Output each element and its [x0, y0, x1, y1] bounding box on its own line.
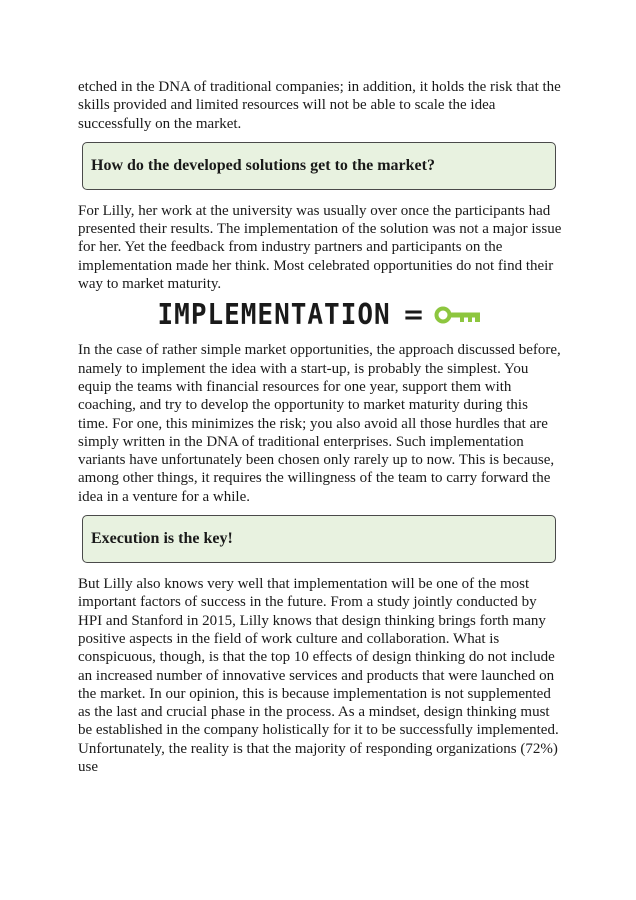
callout-box-execution [82, 515, 556, 563]
implementation-success-paragraph: But Lilly also knows very well that implementation will be one of the most important factors of success in the future. From a study jointly conducted by HPI and Stanford in 2015, Lilly knows that design thinking brings forth many positive aspects in the field of work culture and collaboration. What is conspicuous, though, is that the top 10 effects of design thinking do not include an increased number of innovative services and products that were launched on the market. In our opinion, this is because implementation is not supplemented as the last and crucial phase in the process. As a mindset, design thinking must be established in the company holistically for it to be successfully implemented. Unfortunately, the reality is that the majority of responding organizations (72%) use [78, 576, 559, 776]
implementation-word: IMPLEMENTATION [157, 298, 391, 332]
document-page [78, 78, 562, 776]
key-icon [434, 305, 482, 325]
callout-heading: How do the developed solutions get to the market? [91, 156, 435, 174]
callout-box-market [82, 142, 556, 190]
lilly-university-paragraph: For Lilly, her work at the university was usually over once the participants had presented their results. The implementation of the solution was not a major issue for her. Yet the feedback from industry partners and participants on the implementation made her think. Most celebrated opportunities do not find their way to market maturity. [78, 202, 562, 293]
startup-approach-paragraph: In the case of rather simple market opportunities, the approach discussed before, namely to implement the idea with a start-up, is probably the simplest. You equip the teams with financial resources for one year, support them with coaching, and try to develop the opportunity to market maturity during this time. For one, this minimizes the risk; you also avoid all those hurdles that are simply written in the DNA of traditional enterprises. Such implementation variants have unfortunately been chosen only rarely up to now. This is because, among other things, it requires the willingness of the team to carry forward the idea in a venture for a while. [78, 342, 561, 505]
equals-sign: = [402, 300, 425, 331]
callout-heading: Execution is the key! [91, 530, 233, 548]
implementation-figure [78, 295, 562, 335]
intro-paragraph: etched in the DNA of traditional companies; in addition, it holds the risk that the skills provided and limited resources will not be able to scale the idea successfully on the market. [78, 79, 561, 132]
